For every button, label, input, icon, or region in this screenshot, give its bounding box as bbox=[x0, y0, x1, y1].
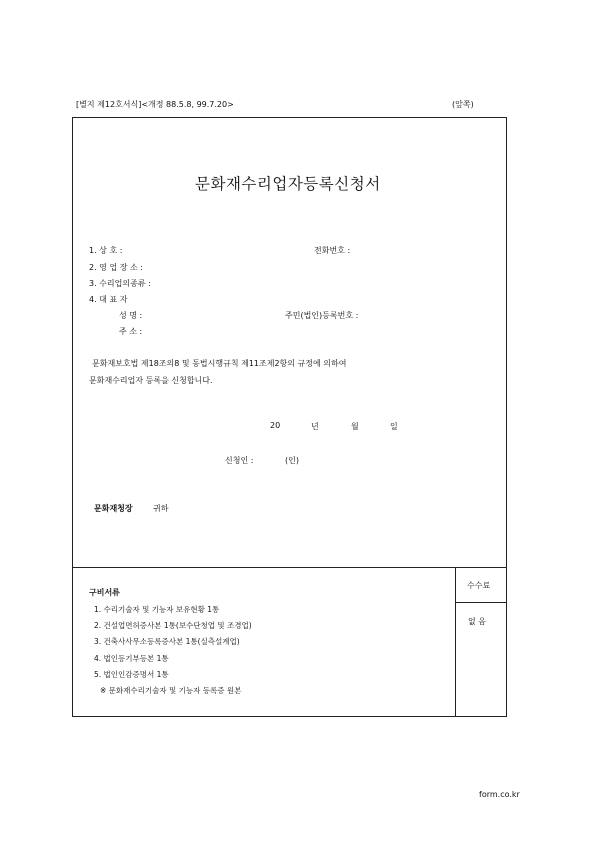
footer-site: form.co.kr bbox=[479, 790, 520, 799]
fee-label: 수수료 bbox=[467, 581, 491, 590]
applicant-label: 신청인 : bbox=[225, 456, 254, 465]
date-year-prefix: 20 bbox=[270, 421, 281, 430]
section-divider bbox=[72, 567, 507, 568]
phone-label: 전화번호 : bbox=[314, 246, 351, 255]
repair-type-label: 3. 수리업의종류 : bbox=[89, 279, 151, 288]
representative-label: 4. 대 표 자 bbox=[89, 295, 128, 304]
documents-note: ※ 문화재수리기술자 및 기능자 등록증 원본 bbox=[100, 686, 242, 695]
name-label: 성 명 : bbox=[119, 311, 143, 320]
date-month-label: 월 bbox=[351, 422, 359, 431]
fee-row-divider bbox=[455, 602, 507, 603]
documents-heading: 구비서류 bbox=[89, 588, 120, 597]
statement-line-1: 문화재보호법 제18조의8 및 동법시행규칙 제11조제2항의 규정에 의하여 bbox=[92, 359, 347, 368]
date-year-label: 년 bbox=[311, 422, 319, 431]
date-day-label: 일 bbox=[390, 422, 398, 431]
recipient-honorific: 귀하 bbox=[153, 504, 169, 513]
business-place-label: 2. 영 업 장 소 : bbox=[89, 263, 143, 272]
fee-value: 없 음 bbox=[468, 617, 486, 626]
page-side-label: (앞쪽) bbox=[452, 100, 474, 109]
trade-name-label: 1. 상 호 : bbox=[89, 246, 123, 255]
document-item: 1. 수리기술자 및 기능자 보유현황 1통 bbox=[94, 605, 220, 614]
form-title: 문화재수리업자등록신청서 bbox=[195, 175, 381, 193]
document-item: 5. 법인인감증명서 1통 bbox=[94, 670, 169, 679]
id-number-label: 주민(법인)등록번호 : bbox=[285, 311, 359, 320]
fee-column-divider bbox=[455, 567, 456, 717]
document-item: 3. 건축사사무소등록증사본 1통(실측설계업) bbox=[94, 637, 240, 646]
recipient-name: 문화재청장 bbox=[94, 504, 133, 513]
statement-line-2: 문화재수리업자 등록을 신청합니다. bbox=[89, 376, 213, 385]
address-label: 주 소 : bbox=[119, 327, 143, 336]
document-item: 4. 법인등기부등본 1통 bbox=[94, 654, 169, 663]
form-number: [별지 제12호서식]<개정 88.5.8, 99.7.20> bbox=[76, 100, 234, 109]
applicant-seal: (인) bbox=[285, 456, 299, 465]
document-item: 2. 건설업면허증사본 1통(보수단청업 및 조경업) bbox=[94, 621, 252, 630]
